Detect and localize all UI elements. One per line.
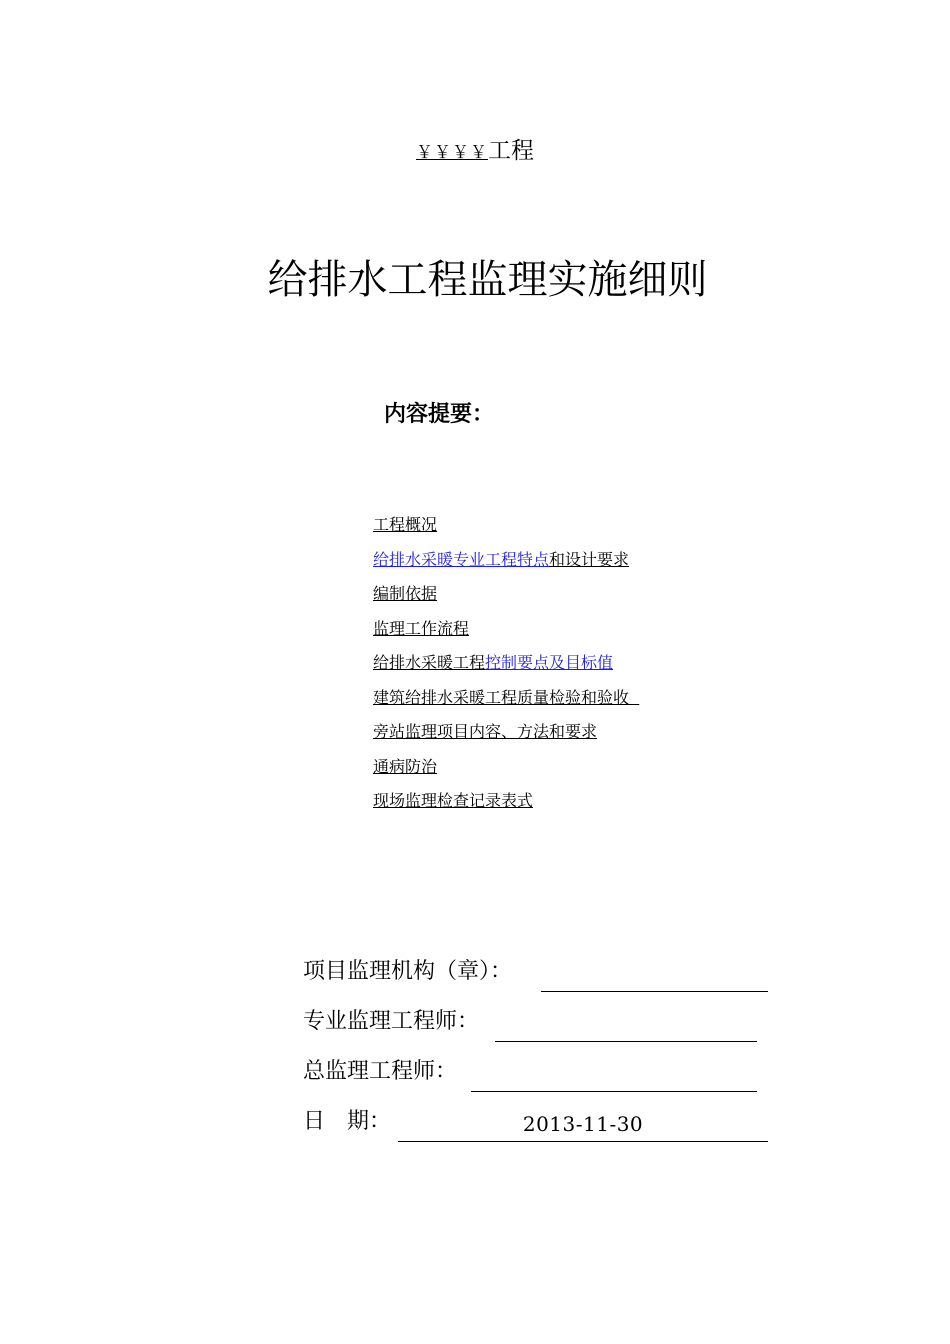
summary-heading: 内容提要： xyxy=(384,402,495,427)
contents-item[interactable] xyxy=(373,547,639,582)
contents-item[interactable] xyxy=(373,788,639,823)
contents-item-text: 通病防治 xyxy=(373,756,438,776)
specialist-signature-field[interactable] xyxy=(495,1011,757,1042)
contents-item-text: 编制依据 xyxy=(373,584,438,603)
contents-item[interactable] xyxy=(373,685,639,720)
date-label: 日 期： xyxy=(303,1109,392,1134)
project-name-suffix: 工程 xyxy=(488,138,534,164)
specialist-signature-label: 专业监理工程师： xyxy=(303,1009,480,1034)
chief-signature-label: 总监理工程师： xyxy=(303,1059,458,1084)
contents-item-text: 旁站监理项目内容、方法和要求 xyxy=(373,722,598,741)
contents-item[interactable] xyxy=(373,754,639,789)
document-title: 给排水工程监理实施细则 xyxy=(267,257,708,303)
org-signature-label: 项目监理机构（章）： xyxy=(303,959,513,984)
contents-item-text: 和设计要求 xyxy=(549,549,630,569)
contents-item-text: 建筑给排水采暖工程质量检验和验收 xyxy=(373,687,640,707)
contents-item[interactable] xyxy=(373,581,639,616)
contents-item[interactable] xyxy=(373,650,639,685)
date-field[interactable] xyxy=(398,1111,768,1142)
contents-item-text: 工程概况 xyxy=(373,515,438,534)
contents-item-text: 现场监理检查记录表式 xyxy=(373,791,534,810)
contents-item-text: 监理工作流程 xyxy=(373,618,470,638)
contents-item-text: 给排水采暖工程 xyxy=(373,653,486,672)
project-name-placeholder: ￥￥￥￥ xyxy=(416,143,488,163)
contents-item[interactable] xyxy=(373,616,639,651)
contents-item[interactable] xyxy=(373,719,639,754)
contents-list xyxy=(373,512,639,823)
contents-item-link-text[interactable]: 给排水采暖专业工程特点 xyxy=(373,549,550,569)
contents-item[interactable] xyxy=(373,512,639,547)
date-value: 2013-11-30 xyxy=(522,1112,644,1136)
org-signature-field[interactable] xyxy=(541,961,768,992)
contents-item-link-text[interactable]: 控制要点及目标值 xyxy=(485,653,614,672)
project-name xyxy=(0,134,950,170)
chief-signature-field[interactable] xyxy=(471,1061,757,1092)
